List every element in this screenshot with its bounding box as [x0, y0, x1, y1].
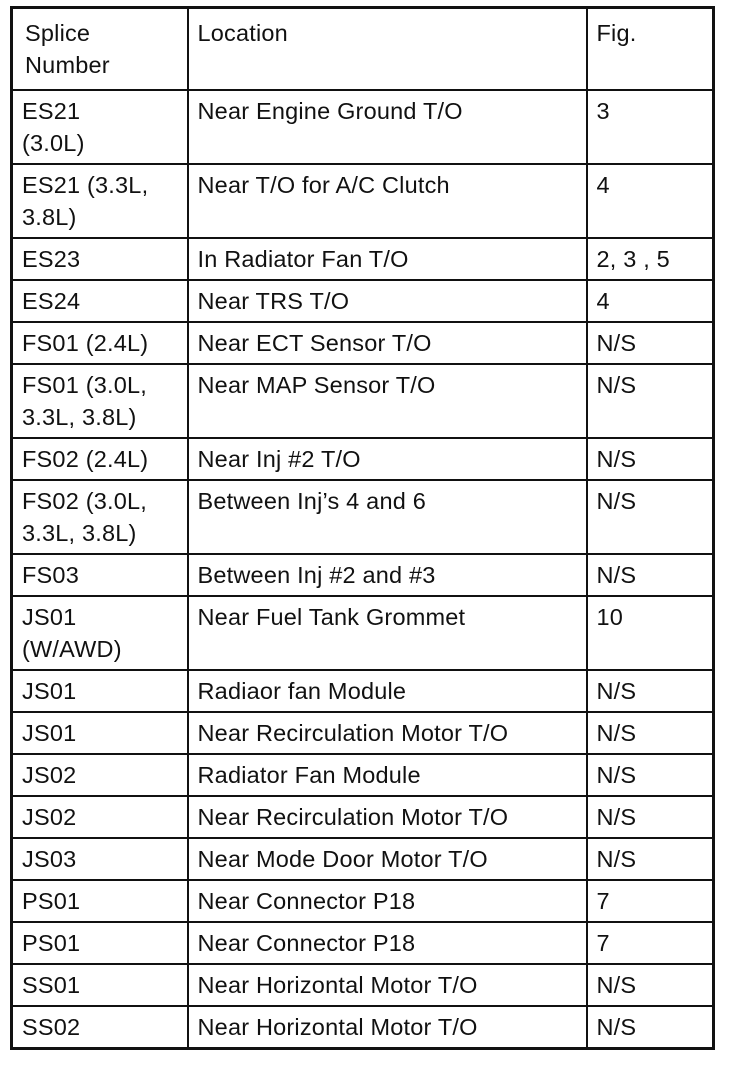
table-row — [12, 964, 714, 1006]
cell-location: Near Horizontal Motor T/O — [188, 1006, 587, 1049]
table-header-row — [12, 8, 714, 91]
header-splice-number: Splice Number — [12, 8, 188, 91]
cell-splice-number: JS03 — [12, 838, 188, 880]
table-row — [12, 880, 714, 922]
cell-location: Radiator Fan Module — [188, 754, 587, 796]
cell-location: Between Inj #2 and #3 — [188, 554, 587, 596]
cell-fig: 2, 3 , 5 — [587, 238, 714, 280]
cell-splice-number: PS01 — [12, 880, 188, 922]
cell-fig: N/S — [587, 712, 714, 754]
table-row — [12, 322, 714, 364]
table-row — [12, 922, 714, 964]
cell-splice-number: JS02 — [12, 796, 188, 838]
cell-splice-number: SS01 — [12, 964, 188, 1006]
cell-fig: 10 — [587, 596, 714, 670]
table-row — [12, 712, 714, 754]
cell-splice-number: FS01 (2.4L) — [12, 322, 188, 364]
table-row — [12, 164, 714, 238]
cell-fig: N/S — [587, 1006, 714, 1049]
cell-location: Near Inj #2 T/O — [188, 438, 587, 480]
table-row — [12, 670, 714, 712]
cell-location: Near Mode Door Motor T/O — [188, 838, 587, 880]
cell-splice-number: ES21 (3.3L, 3.8L) — [12, 164, 188, 238]
cell-location: Near Recirculation Motor T/O — [188, 796, 587, 838]
cell-splice-number: PS01 — [12, 922, 188, 964]
cell-splice-number: SS02 — [12, 1006, 188, 1049]
table-row — [12, 438, 714, 480]
cell-location: Near TRS T/O — [188, 280, 587, 322]
table-row — [12, 280, 714, 322]
splice-table — [10, 6, 715, 1050]
table-row — [12, 238, 714, 280]
cell-location: Near Recirculation Motor T/O — [188, 712, 587, 754]
table-row — [12, 796, 714, 838]
cell-location: Near Engine Ground T/O — [188, 90, 587, 164]
cell-fig: N/S — [587, 838, 714, 880]
header-fig: Fig. — [587, 8, 714, 91]
cell-fig: 4 — [587, 164, 714, 238]
cell-splice-number: JS01 (W/AWD) — [12, 596, 188, 670]
cell-fig: N/S — [587, 554, 714, 596]
table-row — [12, 754, 714, 796]
cell-location: Between Inj’s 4 and 6 — [188, 480, 587, 554]
cell-fig: 4 — [587, 280, 714, 322]
cell-location: Near Fuel Tank Grommet — [188, 596, 587, 670]
splice-table-container — [10, 6, 712, 1050]
cell-location: Near ECT Sensor T/O — [188, 322, 587, 364]
cell-fig: 3 — [587, 90, 714, 164]
cell-location: Near Connector P18 — [188, 922, 587, 964]
cell-splice-number: FS01 (3.0L, 3.3L, 3.8L) — [12, 364, 188, 438]
cell-splice-number: ES23 — [12, 238, 188, 280]
table-row — [12, 596, 714, 670]
header-location: Location — [188, 8, 587, 91]
cell-splice-number: JS02 — [12, 754, 188, 796]
cell-location: Radiaor fan Module — [188, 670, 587, 712]
cell-fig: N/S — [587, 796, 714, 838]
cell-fig: N/S — [587, 480, 714, 554]
table-row — [12, 480, 714, 554]
cell-fig: 7 — [587, 880, 714, 922]
cell-location: In Radiator Fan T/O — [188, 238, 587, 280]
table-row — [12, 364, 714, 438]
cell-location: Near Connector P18 — [188, 880, 587, 922]
cell-location: Near Horizontal Motor T/O — [188, 964, 587, 1006]
cell-fig: N/S — [587, 364, 714, 438]
cell-splice-number: ES21 (3.0L) — [12, 90, 188, 164]
cell-fig: N/S — [587, 322, 714, 364]
cell-splice-number: JS01 — [12, 712, 188, 754]
cell-location: Near T/O for A/C Clutch — [188, 164, 587, 238]
cell-splice-number: ES24 — [12, 280, 188, 322]
cell-splice-number: FS03 — [12, 554, 188, 596]
cell-fig: 7 — [587, 922, 714, 964]
cell-splice-number: FS02 (2.4L) — [12, 438, 188, 480]
table-row — [12, 838, 714, 880]
cell-fig: N/S — [587, 438, 714, 480]
cell-splice-number: JS01 — [12, 670, 188, 712]
cell-fig: N/S — [587, 964, 714, 1006]
table-row — [12, 1006, 714, 1049]
cell-fig: N/S — [587, 670, 714, 712]
table-row — [12, 554, 714, 596]
table-row — [12, 90, 714, 164]
cell-location: Near MAP Sensor T/O — [188, 364, 587, 438]
cell-splice-number: FS02 (3.0L, 3.3L, 3.8L) — [12, 480, 188, 554]
cell-fig: N/S — [587, 754, 714, 796]
